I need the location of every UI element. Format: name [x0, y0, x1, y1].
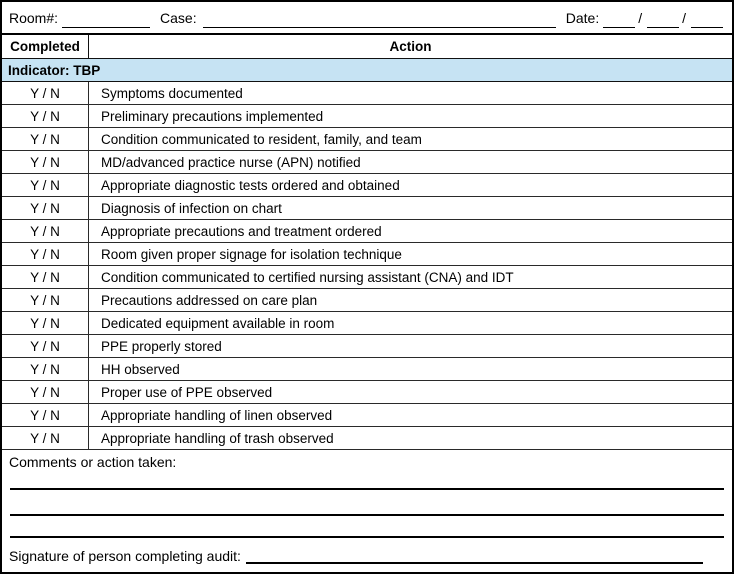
checklist-rows — [2, 82, 732, 450]
signature-label: Signature of person completing audit: — [9, 548, 241, 564]
table-row — [2, 151, 732, 174]
signature-blank — [246, 548, 703, 564]
yn-cell: Y / N — [2, 289, 89, 311]
action-cell: Diagnosis of infection on chart — [101, 200, 282, 216]
table-row — [2, 289, 732, 312]
yn-cell: Y / N — [2, 197, 89, 219]
room-number-blank — [62, 12, 150, 28]
table-row — [2, 335, 732, 358]
yn-cell: Y / N — [2, 266, 89, 288]
action-column-header: Action — [389, 39, 432, 54]
table-row — [2, 128, 732, 151]
date-day-blank — [647, 12, 679, 28]
yn-cell: Y / N — [2, 151, 89, 173]
case-label: Case: — [160, 9, 197, 26]
action-cell: Appropriate handling of trash observed — [101, 430, 334, 446]
yn-cell: Y / N — [2, 243, 89, 265]
date-month-blank — [603, 12, 635, 28]
action-cell: Precautions addressed on care plan — [101, 292, 318, 308]
yn-cell: Y / N — [2, 82, 89, 104]
table-row — [2, 404, 732, 427]
table-row — [2, 358, 732, 381]
yn-cell: Y / N — [2, 335, 89, 357]
action-cell: Proper use of PPE observed — [101, 384, 273, 400]
yn-cell: Y / N — [2, 404, 89, 426]
yn-cell: Y / N — [2, 174, 89, 196]
yn-cell: Y / N — [2, 105, 89, 127]
comments-section — [2, 450, 732, 564]
action-cell: Preliminary precautions implemented — [101, 108, 324, 124]
comments-rule-line — [10, 516, 724, 538]
table-row — [2, 197, 732, 220]
date-year-blank — [691, 12, 723, 28]
case-blank — [203, 12, 556, 28]
completed-column-header: Completed — [2, 35, 89, 58]
indicator-band: Indicator: TBP — [2, 59, 732, 82]
action-cell: HH observed — [101, 361, 180, 377]
yn-cell: Y / N — [2, 220, 89, 242]
action-cell: MD/advanced practice nurse (APN) notified — [101, 154, 361, 170]
action-cell: Condition communicated to resident, family, and team — [101, 131, 422, 147]
comments-label: Comments or action taken: — [9, 454, 177, 470]
comments-rule-line — [10, 490, 724, 516]
table-row — [2, 174, 732, 197]
table-row — [2, 105, 732, 128]
yn-cell: Y / N — [2, 358, 89, 380]
form-header — [2, 2, 732, 35]
table-header-row — [2, 35, 732, 59]
table-row — [2, 381, 732, 404]
action-cell: Condition communicated to certified nursing assistant (CNA) and IDT — [101, 269, 514, 285]
yn-cell: Y / N — [2, 312, 89, 334]
table-row — [2, 427, 732, 450]
date-label: Date: — [565, 9, 600, 26]
table-row — [2, 220, 732, 243]
comments-rule-line — [10, 472, 724, 490]
table-row — [2, 243, 732, 266]
yn-cell: Y / N — [2, 128, 89, 150]
action-cell: PPE properly stored — [101, 338, 222, 354]
table-row — [2, 266, 732, 289]
action-cell: Symptoms documented — [101, 85, 243, 101]
date-separator: / — [638, 9, 643, 26]
action-cell: Room given proper signage for isolation technique — [101, 246, 402, 262]
date-separator: / — [682, 9, 686, 26]
yn-cell: Y / N — [2, 381, 89, 403]
yn-cell: Y / N — [2, 427, 89, 449]
action-cell: Appropriate diagnostic tests ordered and obtained — [101, 177, 400, 193]
action-cell: Dedicated equipment available in room — [101, 315, 335, 331]
action-cell: Appropriate handling of linen observed — [101, 407, 333, 423]
table-row — [2, 312, 732, 335]
signature-row — [9, 545, 725, 564]
room-number-label: Room#: — [9, 9, 59, 26]
action-cell: Appropriate precautions and treatment ordered — [101, 223, 382, 239]
table-row — [2, 82, 732, 105]
